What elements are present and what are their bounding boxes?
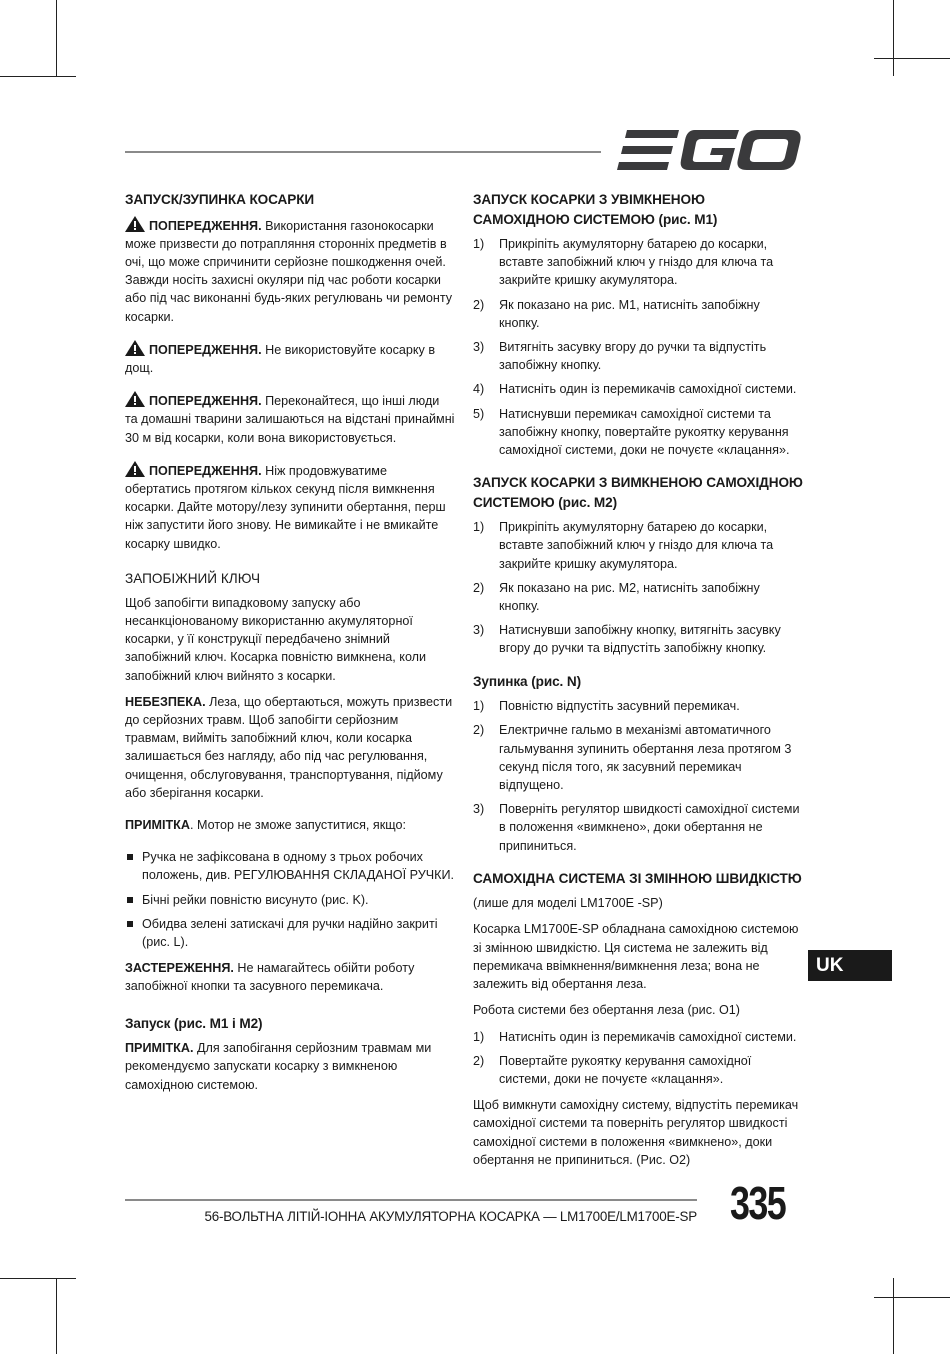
section-title-start-self-propelled-off: ЗАПУСК КОСАРКИ З ВИМКНЕНОЮ САМОХІДНОЮ СИСТЕМОЮ (рис. M2): [473, 475, 803, 510]
danger-paragraph: [125, 693, 455, 802]
variable-speed-subtitle: (лише для моделі LM1700E -SP): [473, 896, 663, 911]
language-tab: UK: [808, 950, 892, 981]
steps-list: [473, 235, 803, 459]
warning-paragraph: [125, 216, 455, 326]
list-item: Обидва зелені затискачі для ручки надійно закриті (рис. L).: [125, 915, 455, 951]
bullet-list: [125, 848, 455, 951]
list-item: 1) Прикріпіть акумуляторну батарею до косарки, вставте запобіжний ключ у гніздо для ключа та закрийте кришку акумулятора.: [473, 520, 774, 571]
variable-speed-text-2: Робота системи без обертання леза (рис. O1): [473, 1003, 740, 1018]
warning-triangle-icon: [125, 216, 145, 232]
note-text: Для запобігання серйозним травмам ми рекомендуємо запускати косарку з вимкненою самохідною системою.: [125, 1041, 432, 1092]
page-number: 335: [730, 1177, 786, 1229]
warning-label: ПОПЕРЕДЖЕННЯ.: [149, 342, 262, 357]
right-column: [473, 190, 803, 1177]
crop-mark: [56, 0, 57, 76]
crop-mark: [874, 58, 950, 59]
list-item: 3) Поверніть регулятор швидкості самохідної системи в положення «вимкнено», доки обертання не припиниться.: [473, 802, 800, 853]
footer-rule: [125, 1199, 697, 1201]
note-text: . Мотор не зможе запуститися, якщо:: [189, 817, 406, 832]
crop-mark: [893, 0, 894, 76]
warning-text: Ніж продовжуватиме обертатись протягом кількох секунд після вимкнення косарки. Дайте мотору/лезу зупинити обертання, перш ніж запустити його знову. Не вимикайте і не вмикайте косарку швидко.: [125, 463, 446, 551]
section-title-start-self-propelled-on: ЗАПУСК КОСАРКИ З УВІМКНЕНОЮ САМОХІДНОЮ СИСТЕМОЮ (рис. M1): [473, 192, 718, 227]
section-title-safety-key: ЗАПОБІЖНИЙ КЛЮЧ: [125, 570, 261, 586]
note-label: ПРИМІТКА: [125, 817, 190, 832]
list-item: 1) Натисніть один із перемикачів самохідної системи.: [473, 1029, 797, 1044]
steps-list: [473, 518, 803, 657]
note-paragraph: [125, 816, 455, 834]
section-title-start-stop: ЗАПУСК/ЗУПИНКА КОСАРКИ: [125, 192, 315, 207]
warning-triangle-icon: [125, 391, 145, 407]
danger-text: Леза, що обертаються, можуть призвести до серйозних травм. Щоб запобігти серйозним травмам, вийміть запобіжний ключ, коли косарка залишається без нагляду, або під час регулювання, очищення, обслуговування, транспортування, підйому або зберігання косарки.: [125, 694, 453, 800]
list-item: Бічні рейки повністю висунуто (рис. K).: [125, 891, 455, 909]
list-item: 2) Як показано на рис. M1, натисніть запобіжну кнопку.: [473, 297, 760, 330]
footer-text: 56-ВОЛЬТНА ЛІТІЙ-ІОННА АКУМУЛЯТОРНА КОСАРКА — LM1700E/LM1700E-SP: [204, 1209, 697, 1224]
bullet-square-icon: [127, 897, 133, 903]
crop-mark: [893, 1278, 894, 1354]
section-title-stop: Зупинка (рис. N): [473, 673, 582, 689]
danger-label: НЕБЕЗПЕКА.: [125, 694, 206, 709]
list-item: 5) Натиснувши перемикач самохідної системи та запобіжну кнопку, повертайте рукоятку керування самохідної системи, доки не почуєте «клацання».: [473, 406, 790, 458]
warning-paragraph: [125, 391, 455, 447]
caution-paragraph: [125, 959, 455, 995]
list-item: 4) Натисніть один із перемикачів самохідної системи.: [473, 382, 797, 397]
caution-text: Не намагайтесь обійти роботу запобіжної кнопки та засувного перемикача.: [125, 961, 415, 994]
start-note-paragraph: [125, 1039, 455, 1094]
warning-triangle-icon: [125, 461, 145, 477]
crop-mark: [874, 1297, 950, 1298]
warning-triangle-icon: [125, 340, 145, 356]
warning-label: ПОПЕРЕДЖЕННЯ.: [149, 463, 262, 478]
bullet-square-icon: [127, 854, 133, 860]
caution-label: ЗАСТЕРЕЖЕННЯ.: [125, 961, 234, 976]
note-label: ПРИМІТКА.: [125, 1041, 194, 1056]
variable-speed-text: Косарка LM1700E-SP обладнана самохідною системою зі змінною швидкістю. Ця система не залежить від перемикача ввімкнення/вимкнення леза; вона не залежить від обертання леза.: [473, 922, 799, 992]
list-item: 1) Прикріпіть акумуляторну батарею до косарки, вставте запобіжний ключ у гніздо для ключа та закрийте кришку акумулятора.: [473, 237, 774, 288]
warning-paragraph: [125, 340, 455, 377]
crop-mark: [0, 1278, 76, 1279]
variable-speed-end-text: Щоб вимкнути самохідну систему, відпустіть перемикач самохідної системи та поверніть регулятор швидкості самохідної системи в положення «вимкнено», доки обертання не припиниться. (Рис. O2): [473, 1098, 799, 1167]
brand-logo: [617, 128, 801, 174]
steps-list: [473, 1028, 803, 1089]
warning-text: Використання газонокосарки може призвести до потрапляння сторонніх предметів в очі, що може спричинити серйозне пошкодження очей. Завжди носіть захисні окуляри під час роботи косарки або під час виконанні будь-яких регулювань чи ремонту косарки.: [125, 218, 453, 324]
section-title-start: Запуск (рис. M1 і M2): [125, 1015, 263, 1031]
warning-label: ПОПЕРЕДЖЕННЯ.: [149, 218, 262, 233]
list-item: 3) Витягніть засувку вгору до ручки та відпустіть запобіжну кнопку.: [473, 340, 767, 373]
warning-label: ПОПЕРЕДЖЕННЯ.: [149, 394, 262, 409]
crop-mark: [56, 1278, 57, 1354]
safety-key-text: Щоб запобігти випадковому запуску або несанкціонованому використанню акумуляторної косарки, у її конструкції передбачено знімний запобіжний ключ. Косарка повністю вимкнена, коли запобіжний ключ вийнято з косарки.: [125, 595, 427, 683]
list-item: 3) Натиснувши запобіжну кнопку, витягніть засувку вгору до ручки та відпустіть запобіжну кнопку.: [473, 623, 781, 656]
crop-mark: [0, 76, 76, 77]
warning-text: Переконайтеся, що інші люди та домашні тварини залишаються на відстані принаймні 30 м від косарки, коли вона використовується.: [125, 394, 455, 445]
bullet-square-icon: [127, 921, 133, 927]
warning-text: Не використовуйте косарку в дощ.: [125, 342, 436, 375]
warning-paragraph: [125, 461, 455, 553]
steps-list: [473, 697, 803, 855]
section-title-variable-speed: САМОХІДНА СИСТЕМА ЗІ ЗМІННОЮ ШВИДКІСТЮ: [473, 870, 802, 886]
list-item: 2) Повертайте рукоятку керування самохідної системи, доки не почуєте «клацання».: [473, 1053, 752, 1086]
list-item: 1) Повністю відпустіть засувний перемикач.: [473, 699, 740, 714]
list-item: 2) Як показано на рис. M2, натисніть запобіжну кнопку.: [473, 580, 760, 614]
list-item: 2) Електричне гальмо в механізмі автоматичного гальмування зупинить обертання леза протягом 3 секунд після того, як засувний перемикач відпущено.: [473, 723, 792, 792]
header-rule: [125, 151, 601, 153]
list-item: Ручка не зафіксована в одному з трьох робочих положень, див. РЕГУЛЮВАННЯ СКЛАДАНОЇ РУЧКИ.: [125, 848, 455, 884]
left-column: [125, 190, 455, 1102]
